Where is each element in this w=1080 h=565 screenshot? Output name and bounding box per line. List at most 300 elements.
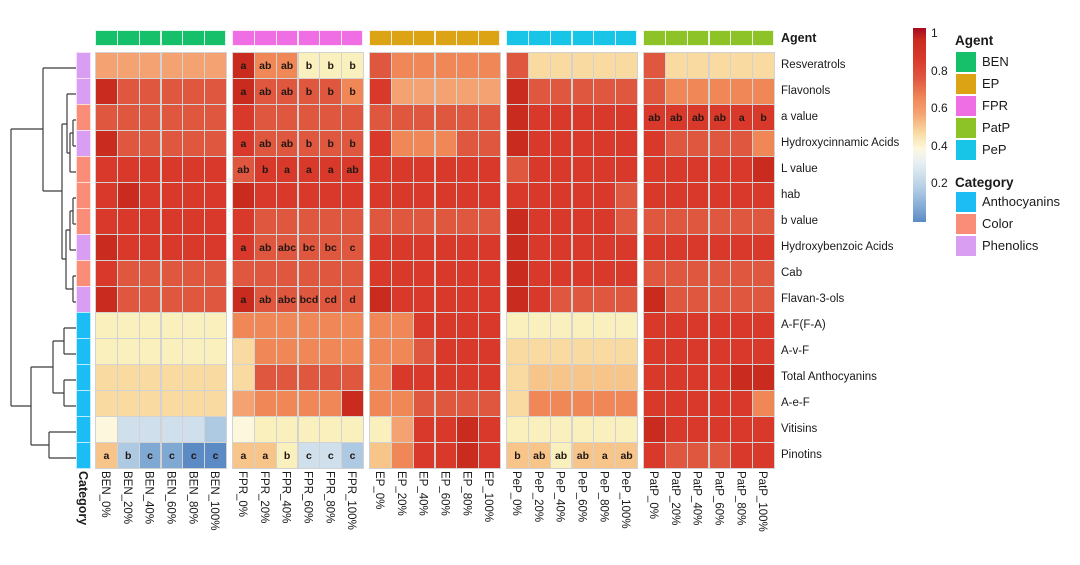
heatmap-cell — [232, 182, 255, 209]
heatmap-cell — [593, 78, 616, 105]
heatmap-cell — [550, 182, 573, 209]
heatmap-cell — [752, 52, 775, 79]
heatmap-cell — [182, 234, 205, 261]
column-label: BEN_60% — [164, 471, 177, 525]
column-label: PatP_20% — [668, 471, 681, 526]
heatmap-cell: a — [254, 442, 277, 469]
agent-annotation-cell — [506, 30, 529, 46]
heatmap-cell — [528, 208, 551, 235]
row-category-cell — [76, 312, 91, 339]
heatmap-cell — [435, 130, 458, 157]
heatmap-cell — [391, 182, 414, 209]
colorbar-tick-label: 0.8 — [931, 63, 948, 78]
heatmap-cell — [319, 208, 342, 235]
agent-annotation-cell — [456, 30, 479, 46]
heatmap-cell — [687, 156, 710, 183]
heatmap-cell — [615, 182, 638, 209]
heatmap-cell — [456, 52, 479, 79]
heatmap-cell — [204, 364, 227, 391]
heatmap-cell — [117, 390, 140, 417]
heatmap-cell — [139, 78, 162, 105]
row-category-cell — [76, 442, 91, 469]
heatmap-cell — [593, 52, 616, 79]
agent-annotation-cell — [341, 30, 363, 46]
heatmap-cell: b — [298, 52, 321, 79]
heatmap-cell — [730, 260, 753, 287]
column-label: EP_60% — [438, 471, 451, 516]
heatmap-cell — [369, 390, 392, 417]
heatmap-cell — [615, 338, 638, 365]
heatmap-cell — [341, 312, 364, 339]
row-category-cell — [76, 286, 91, 313]
heatmap-cell — [550, 286, 573, 313]
heatmap-cell: ab — [572, 442, 595, 469]
row-label: Flavan-3-ols — [781, 293, 845, 305]
heatmap-cell: ab — [643, 104, 666, 131]
column-label: BEN_40% — [142, 471, 155, 525]
heatmap-cell — [413, 338, 436, 365]
heatmap-cell — [752, 234, 775, 261]
heatmap-cell — [687, 442, 710, 469]
heatmap-cell — [204, 104, 227, 131]
heatmap-cell — [615, 286, 638, 313]
heatmap-cell: ab — [528, 442, 551, 469]
heatmap-cell — [730, 312, 753, 339]
row-label: hab — [781, 189, 801, 201]
row-category-cell — [76, 416, 91, 443]
heatmap-cell — [687, 286, 710, 313]
agent-annotation-cell — [413, 30, 436, 46]
heatmap-cell — [615, 130, 638, 157]
heatmap-cell — [95, 338, 118, 365]
heatmap-cell — [117, 156, 140, 183]
heatmap-cell — [95, 208, 118, 235]
heatmap-cell — [413, 52, 436, 79]
heatmap-cell — [139, 208, 162, 235]
heatmap-cell — [687, 338, 710, 365]
heatmap-cell — [435, 364, 458, 391]
heatmap-cell — [391, 364, 414, 391]
heatmap-cell — [572, 416, 595, 443]
heatmap-cell — [95, 312, 118, 339]
heatmap-cell — [161, 130, 184, 157]
heatmap-cell — [550, 416, 573, 443]
heatmap-cell — [232, 104, 255, 131]
row-category-cell — [76, 52, 91, 79]
heatmap-cell: ab — [254, 130, 277, 157]
heatmap-cell — [95, 416, 118, 443]
heatmap-cell — [550, 208, 573, 235]
heatmap-cell — [478, 338, 501, 365]
heatmap-cell: c — [341, 234, 364, 261]
heatmap-cell: b — [341, 78, 364, 105]
heatmap-cell — [456, 182, 479, 209]
heatmap-cell: cd — [319, 286, 342, 313]
heatmap-cell — [572, 52, 595, 79]
heatmap-cell — [730, 286, 753, 313]
heatmap-cell — [117, 364, 140, 391]
heatmap-cell — [456, 338, 479, 365]
heatmap-cell — [139, 416, 162, 443]
heatmap-cell — [456, 130, 479, 157]
heatmap-cell — [204, 182, 227, 209]
heatmap-cell — [161, 364, 184, 391]
heatmap-cell — [478, 364, 501, 391]
column-label: PatP_0% — [646, 471, 659, 519]
heatmap-cell — [643, 390, 666, 417]
heatmap-cell — [391, 52, 414, 79]
heatmap-cell — [391, 130, 414, 157]
agent-annotation-cell — [204, 30, 226, 46]
heatmap-cell: ab — [687, 104, 710, 131]
agent-annotation-cell — [182, 30, 205, 46]
heatmap-cell — [550, 364, 573, 391]
heatmap-cell — [276, 260, 299, 287]
heatmap-cell: b — [319, 130, 342, 157]
heatmap-cell — [665, 260, 688, 287]
agent-annotation-cell — [593, 30, 616, 46]
column-label: EP_100% — [482, 471, 495, 523]
heatmap-cell — [709, 338, 732, 365]
heatmap-cell — [319, 182, 342, 209]
heatmap-cell — [435, 312, 458, 339]
heatmap-cell — [550, 390, 573, 417]
heatmap-cell — [528, 364, 551, 391]
heatmap-cell — [117, 416, 140, 443]
heatmap-cell — [298, 312, 321, 339]
heatmap-cell — [117, 286, 140, 313]
column-label: FPR_60% — [301, 471, 314, 524]
heatmap-cell: a — [232, 286, 255, 313]
heatmap-cell — [117, 208, 140, 235]
heatmap-cell: bc — [298, 234, 321, 261]
heatmap-cell — [730, 416, 753, 443]
heatmap-cell — [665, 390, 688, 417]
heatmap-cell — [643, 234, 666, 261]
row-label: Flavonols — [781, 85, 831, 97]
heatmap-cell — [550, 260, 573, 287]
heatmap-cell — [506, 260, 529, 287]
heatmap-cell — [752, 182, 775, 209]
heatmap-cell — [182, 260, 205, 287]
agent-annotation-cell — [687, 30, 710, 46]
heatmap-cell — [435, 338, 458, 365]
column-label: EP_0% — [372, 471, 385, 510]
heatmap-cell — [161, 208, 184, 235]
heatmap-cell — [478, 286, 501, 313]
heatmap-cell — [730, 208, 753, 235]
heatmap-cell — [341, 182, 364, 209]
heatmap-cell — [319, 416, 342, 443]
heatmap-cell — [572, 286, 595, 313]
heatmap-cell — [139, 286, 162, 313]
legend-label: PeP — [982, 142, 1007, 157]
heatmap-cell — [752, 390, 775, 417]
heatmap-cell — [204, 312, 227, 339]
agent-annotation-cell — [95, 30, 118, 46]
heatmap-cell — [593, 286, 616, 313]
heatmap-cell — [369, 416, 392, 443]
row-dendrogram — [0, 0, 80, 470]
heatmap-cell — [572, 156, 595, 183]
row-label: A-F(F-A) — [781, 319, 826, 331]
column-label: PeP_100% — [619, 471, 632, 529]
agent-annotation-cell — [615, 30, 637, 46]
heatmap-cell: a — [730, 104, 753, 131]
heatmap-cell — [752, 364, 775, 391]
heatmap-cell — [528, 130, 551, 157]
heatmap-cell — [528, 156, 551, 183]
heatmap-cell — [478, 260, 501, 287]
heatmap-cell — [550, 52, 573, 79]
heatmap-cell — [204, 156, 227, 183]
heatmap-cell — [506, 234, 529, 261]
heatmap-cell: c — [161, 442, 184, 469]
row-category-cell — [76, 156, 91, 183]
heatmap-cell — [161, 156, 184, 183]
heatmap-cell — [752, 312, 775, 339]
heatmap-cell — [319, 104, 342, 131]
agent-annotation-cell — [752, 30, 774, 46]
heatmap-cell — [435, 260, 458, 287]
heatmap-cell: b — [298, 130, 321, 157]
heatmap-cell — [435, 234, 458, 261]
heatmap-cell — [391, 156, 414, 183]
heatmap-cell — [369, 312, 392, 339]
row-label: Pinotins — [781, 449, 822, 461]
agent-annotation-cell — [435, 30, 458, 46]
heatmap-cell — [752, 442, 775, 469]
heatmap-cell — [276, 208, 299, 235]
heatmap-cell — [413, 286, 436, 313]
column-label: PeP_60% — [575, 471, 588, 523]
heatmap-cell — [615, 104, 638, 131]
heatmap-cell — [161, 338, 184, 365]
heatmap-cell — [709, 260, 732, 287]
heatmap-cell — [182, 286, 205, 313]
heatmap-cell — [391, 208, 414, 235]
heatmap-cell — [643, 442, 666, 469]
heatmap-cell — [478, 312, 501, 339]
colorbar-tick-label: 0.4 — [931, 138, 948, 153]
column-label: PatP_80% — [734, 471, 747, 526]
heatmap-cell — [456, 364, 479, 391]
heatmap-cell — [369, 338, 392, 365]
legend-swatch — [956, 96, 976, 116]
legend-label: BEN — [982, 54, 1009, 69]
heatmap-cell — [204, 416, 227, 443]
heatmap-cell — [665, 416, 688, 443]
heatmap-cell — [204, 130, 227, 157]
heatmap-cell — [161, 312, 184, 339]
heatmap-cell — [435, 286, 458, 313]
heatmap-cell — [276, 104, 299, 131]
heatmap-cell — [730, 182, 753, 209]
colorbar-tick-label: 0.2 — [931, 176, 948, 190]
row-label: Resveratrols — [781, 59, 846, 71]
heatmap-cell: b — [341, 52, 364, 79]
heatmap-cell — [506, 364, 529, 391]
heatmap-cell — [341, 338, 364, 365]
agent-annotation-cell — [232, 30, 255, 46]
heatmap-cell — [413, 156, 436, 183]
column-label: BEN_80% — [186, 471, 199, 525]
heatmap-cell — [139, 104, 162, 131]
heatmap-cell — [478, 104, 501, 131]
heatmap-cell — [478, 208, 501, 235]
heatmap-cell — [413, 104, 436, 131]
heatmap-cell — [709, 234, 732, 261]
heatmap-cell: a — [232, 130, 255, 157]
heatmap-cell — [687, 234, 710, 261]
heatmap-cell: a — [232, 442, 255, 469]
legend-label: Anthocyanins — [982, 194, 1061, 209]
heatmap-cell — [528, 182, 551, 209]
heatmap-cell — [182, 156, 205, 183]
row-label: L value — [781, 163, 818, 175]
heatmap-cell — [319, 364, 342, 391]
heatmap-cell — [182, 312, 205, 339]
legend-swatch — [956, 52, 976, 72]
heatmap-cell — [506, 338, 529, 365]
heatmap-cell — [687, 312, 710, 339]
heatmap-cell — [117, 52, 140, 79]
heatmap-cell: a — [298, 156, 321, 183]
heatmap-cell — [161, 234, 184, 261]
heatmap-cell — [276, 416, 299, 443]
row-category-cell — [76, 78, 91, 105]
heatmap-cell — [456, 208, 479, 235]
heatmap-cell — [369, 104, 392, 131]
agent-annotation-cell — [730, 30, 753, 46]
agent-annotation-cell — [550, 30, 573, 46]
heatmap-cell — [232, 338, 255, 365]
agent-annotation-cell — [709, 30, 732, 46]
heatmap-cell — [593, 416, 616, 443]
heatmap-cell — [615, 78, 638, 105]
heatmap-cell — [709, 312, 732, 339]
heatmap-cell — [161, 286, 184, 313]
heatmap-cell — [232, 260, 255, 287]
heatmap-cell: c — [204, 442, 227, 469]
column-label: PeP_20% — [531, 471, 544, 523]
agent-annotation-cell — [478, 30, 500, 46]
heatmap-cell — [117, 312, 140, 339]
heatmap-cell — [391, 234, 414, 261]
column-label: EP_80% — [460, 471, 473, 516]
heatmap-cell — [593, 364, 616, 391]
heatmap-cell — [506, 104, 529, 131]
heatmap-cell — [665, 286, 688, 313]
legend-label: Phenolics — [982, 238, 1039, 253]
agent-annotation-cell — [528, 30, 551, 46]
heatmap-cell — [369, 130, 392, 157]
heatmap-cell — [161, 52, 184, 79]
heatmap-cell — [709, 182, 732, 209]
heatmap-cell: a — [232, 52, 255, 79]
row-category-cell — [76, 234, 91, 261]
heatmap-cell — [615, 416, 638, 443]
heatmap-cell — [182, 208, 205, 235]
legend-label: Color — [982, 216, 1014, 231]
heatmap-cell — [435, 104, 458, 131]
heatmap-cell — [319, 312, 342, 339]
legend-swatch — [956, 74, 976, 94]
row-label: Cab — [781, 267, 803, 279]
heatmap-cell — [456, 312, 479, 339]
heatmap-cell: b — [506, 442, 529, 469]
heatmap-cell: a — [593, 442, 616, 469]
column-label: PatP_40% — [690, 471, 703, 526]
heatmap-cell — [95, 78, 118, 105]
category-legend-title: Category — [955, 175, 1014, 190]
heatmap-cell: ab — [254, 286, 277, 313]
heatmap-cell — [204, 260, 227, 287]
heatmap-cell — [615, 312, 638, 339]
heatmap-cell — [391, 442, 414, 469]
heatmap-cell — [506, 208, 529, 235]
heatmap-cell — [528, 338, 551, 365]
legend-swatch — [956, 118, 976, 138]
column-label: FPR_20% — [257, 471, 270, 524]
heatmap-cell — [369, 260, 392, 287]
heatmap-cell — [730, 234, 753, 261]
heatmap-cell — [752, 416, 775, 443]
heatmap-cell — [413, 442, 436, 469]
heatmap-cell — [615, 234, 638, 261]
legend-label: FPR — [982, 98, 1008, 113]
heatmap-cell — [687, 78, 710, 105]
heatmap-cell — [643, 182, 666, 209]
agent-annotation-cell — [161, 30, 184, 46]
heatmap-cell — [391, 104, 414, 131]
heatmap-cell — [435, 208, 458, 235]
heatmap-cell — [182, 364, 205, 391]
heatmap-cell — [550, 338, 573, 365]
colorbar-gradient — [913, 28, 926, 222]
heatmap-cell — [643, 416, 666, 443]
heatmap-cell — [643, 78, 666, 105]
agent-annotation-cell — [643, 30, 666, 46]
heatmap-cell — [528, 312, 551, 339]
heatmap-cell — [528, 260, 551, 287]
colorbar-tick-label: 0.6 — [931, 101, 948, 115]
heatmap-cell — [665, 442, 688, 469]
heatmap-cell — [506, 390, 529, 417]
heatmap-cell — [369, 78, 392, 105]
heatmap-cell — [117, 234, 140, 261]
heatmap-cell: c — [298, 442, 321, 469]
heatmap-cell — [298, 390, 321, 417]
heatmap-cell — [643, 364, 666, 391]
heatmap-cell — [182, 416, 205, 443]
heatmap-cell — [341, 208, 364, 235]
heatmap-cell — [506, 78, 529, 105]
heatmap-cell — [413, 364, 436, 391]
heatmap-cell — [95, 234, 118, 261]
agent-annotation-cell — [117, 30, 140, 46]
row-label: A-e-F — [781, 397, 810, 409]
heatmap-cell — [254, 338, 277, 365]
heatmap-cell — [95, 130, 118, 157]
heatmap-cell — [528, 416, 551, 443]
heatmap-cell: c — [139, 442, 162, 469]
heatmap-cell: b — [298, 78, 321, 105]
heatmap-cell — [391, 286, 414, 313]
heatmap-cell — [478, 416, 501, 443]
heatmap-cell — [665, 338, 688, 365]
heatmap-cell — [506, 312, 529, 339]
